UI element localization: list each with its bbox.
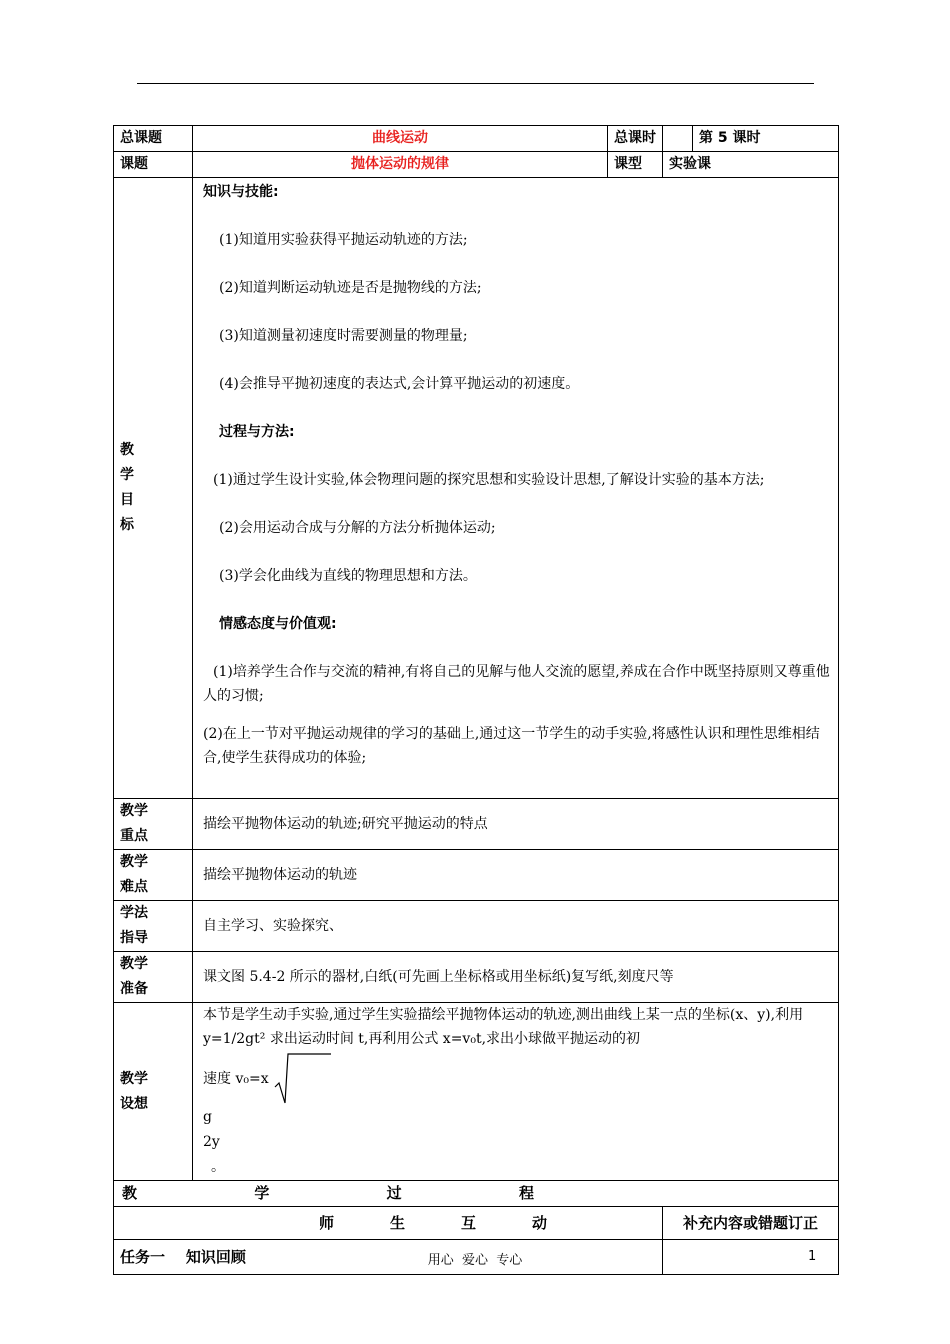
emotion-title: 情感态度与价值观: xyxy=(219,616,337,632)
design-label xyxy=(114,1003,193,1181)
emotion-item: (2)在上一节对平抛运动规律的学习的基础上,通过这一节学生的动手实验,将感性认识和理性思维相结合,使学生获得成功的体验; xyxy=(203,726,820,766)
row-topic xyxy=(114,152,839,178)
type-label: 课型 xyxy=(608,152,663,178)
interaction-char: 互 xyxy=(460,1213,476,1232)
total-hours-value xyxy=(663,126,693,152)
design-formula-suffix: 。 xyxy=(211,1159,225,1175)
process-item: (3)学会化曲线为直线的物理思想和方法。 xyxy=(219,568,477,584)
design-text xyxy=(193,1003,839,1181)
preparation-label-line: 教学 xyxy=(120,956,148,972)
difficulties-label xyxy=(114,850,193,901)
goals-label-char: 目 xyxy=(120,492,134,508)
goals-content xyxy=(193,178,839,799)
goals-label-char: 学 xyxy=(120,467,134,483)
page-number: 1 xyxy=(808,1249,817,1264)
row-method xyxy=(114,901,839,952)
row-interaction-header xyxy=(114,1207,839,1240)
header-rule xyxy=(137,83,814,84)
difficulties-label-line: 教学 xyxy=(120,854,148,870)
knowledge-item: (1)知道用实验获得平抛运动轨迹的方法; xyxy=(219,232,468,248)
row-preparation xyxy=(114,952,839,1003)
fraction-numerator: g xyxy=(203,1109,212,1125)
sqrt-formula xyxy=(273,1053,333,1105)
difficulties-label-line: 难点 xyxy=(120,879,148,895)
process-title-char: 程 xyxy=(518,1184,534,1202)
preparation-label-line: 准备 xyxy=(120,981,148,997)
design-label-line: 设想 xyxy=(120,1095,148,1112)
preparation-label xyxy=(114,952,193,1003)
row-goals xyxy=(114,178,839,799)
row-difficulties xyxy=(114,850,839,901)
goals-label xyxy=(114,178,193,799)
process-item: (1)通过学生设计实验,体会物理问题的探究思想和实验设计思想,了解设计实验的基本方法; xyxy=(213,472,765,488)
process-item: (2)会用运动合成与分解的方法分析抛体运动; xyxy=(219,520,496,536)
total-hours-label: 总课时 xyxy=(608,126,663,152)
row-total-topic xyxy=(114,126,839,152)
row-process-title xyxy=(114,1181,839,1207)
preparation-text: 课文图 5.4-2 所示的器材,白纸(可先画上坐标格或用坐标纸)复写纸,刻度尺等 xyxy=(193,952,839,1003)
method-label-line: 指导 xyxy=(120,930,148,946)
design-paragraph: 本节是学生动手实验,通过学生实验描绘平抛物体运动的轨迹,测出曲线上某一点的坐标(x、y),利用 y=1/2gt² 求出运动时间 t,再利用公式 x=v₀t,求出小球做平抛运动的初 xyxy=(203,1007,804,1047)
sqrt-sign-icon xyxy=(273,1053,333,1105)
footer-motto: 用心 爱心 专心 xyxy=(427,1253,523,1268)
design-formula-prefix: 速度 v₀=x xyxy=(203,1071,269,1087)
interaction-char: 生 xyxy=(389,1213,405,1232)
method-label xyxy=(114,901,193,952)
row-key-points xyxy=(114,799,839,850)
lesson-number: 第 5 课时 xyxy=(693,126,839,152)
supplement-label: 补充内容或错题订正 xyxy=(663,1207,839,1240)
total-topic-label: 总课题 xyxy=(114,126,193,152)
method-label-line: 学法 xyxy=(120,905,148,921)
key-points-text: 描绘平抛物体运动的轨迹;研究平抛运动的特点 xyxy=(193,799,839,850)
lesson-plan-table xyxy=(113,125,839,1275)
goals-label-char: 教 xyxy=(120,442,134,458)
process-title-cell xyxy=(114,1181,839,1207)
row-design xyxy=(114,1003,839,1181)
process-title-char: 学 xyxy=(254,1184,270,1202)
difficulties-text: 描绘平抛物体运动的轨迹 xyxy=(193,850,839,901)
knowledge-item: (3)知道测量初速度时需要测量的物理量; xyxy=(219,328,468,344)
emotion-item: (1)培养学生合作与交流的精神,有将自己的见解与他人交流的愿望,养成在合作中既坚持原则又尊重他人的习惯; xyxy=(203,664,830,704)
fraction-denominator: 2y xyxy=(203,1134,220,1150)
task-1-label: 任务一 知识回顾 xyxy=(114,1240,663,1275)
process-title: 过程与方法: xyxy=(219,424,295,440)
design-formula-line xyxy=(203,1053,832,1105)
topic-label: 课题 xyxy=(114,152,193,178)
key-points-label xyxy=(114,799,193,850)
design-label-line: 教学 xyxy=(120,1070,148,1087)
method-text: 自主学习、实验探究、 xyxy=(193,901,839,952)
goals-label-char: 标 xyxy=(120,517,134,533)
process-title xyxy=(122,1181,534,1206)
total-topic-value: 曲线运动 xyxy=(193,126,608,152)
process-title-char: 教 xyxy=(122,1184,138,1202)
type-value: 实验课 xyxy=(663,152,839,178)
knowledge-item: (4)会推导平抛初速度的表达式,会计算平抛运动的初速度。 xyxy=(219,376,580,392)
interaction-title xyxy=(319,1211,547,1236)
interaction-char: 师 xyxy=(319,1213,335,1232)
key-points-label-line: 教学 xyxy=(120,803,148,819)
topic-value: 抛体运动的规律 xyxy=(193,152,608,178)
process-title-char: 过 xyxy=(386,1184,402,1202)
interaction-header xyxy=(114,1207,663,1240)
knowledge-title: 知识与技能: xyxy=(203,184,279,200)
interaction-char: 动 xyxy=(531,1213,547,1232)
knowledge-item: (2)知道判断运动轨迹是否是抛物线的方法; xyxy=(219,280,482,296)
key-points-label-line: 重点 xyxy=(120,828,148,844)
